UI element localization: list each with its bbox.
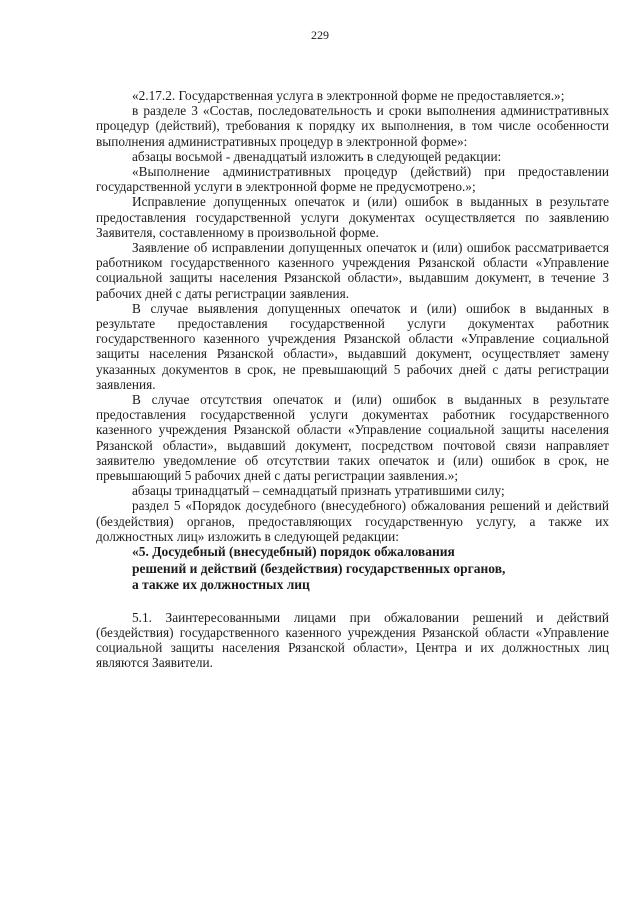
section-heading-line: а также их должностных лиц	[132, 577, 310, 593]
paragraph: В случае отсутствия опечаток и (или) ошибок в выданных в результате предоставления государственной услуги документах работник государственного казенного учреждения Рязанской области «Управление социальной защиты населения Рязанской области», выдавший документ, посредством почтовой связи направляет заявителю уведомление об отсутствии таких опечаток и (или) ошибок в срок, не превышающий 5 рабочих дней с даты регистрации заявления.»;	[96, 392, 609, 484]
section-heading-line: решений и действий (бездействия) государственных органов,	[132, 560, 506, 576]
paragraph: 5.1. Заинтересованными лицами при обжаловании решений и действий (бездействия) государственного казенного учреждения Рязанской области «Управление социальной защиты населения Рязанской области», Центра и их должностных лиц являются Заявители.	[96, 609, 609, 671]
paragraph: Исправление допущенных опечаток и (или) ошибок в выданных в результате предоставления государственной услуги документах осуществляется по заявлению Заявителя, составленному в произвольной форме.	[96, 194, 609, 240]
document-body	[96, 88, 609, 670]
section-heading	[96, 544, 609, 594]
section-heading-line: «5. Досудебный (внесудебный) порядок обжалования	[132, 544, 455, 560]
page-number: 229	[311, 28, 329, 42]
paragraph: «2.17.2. Государственная услуга в электронной форме не предоставляется.»;	[132, 88, 565, 103]
paragraph: «Выполнение административных процедур (действий) при предоставлении государственной услуги в электронной форме не предусмотрено.»;	[96, 164, 609, 195]
paragraph: раздел 5 «Порядок досудебного (внесудебного) обжалования решений и действий (бездействия) органов, предоставляющих государственную услугу, а также их должностных лиц» изложить в следующей редакции:	[96, 498, 609, 544]
paragraph: В случае выявления допущенных опечаток и (или) ошибок в выданных в результате предоставления государственной услуги документах работник государственного казенного учреждения Рязанской области «Управление социальной защиты населения Рязанской области», выдавший документ, осуществляет замену указанных документов в срок, не превышающий 5 рабочих дней с даты регистрации заявления.	[96, 300, 609, 392]
paragraph: Заявление об исправлении допущенных опечаток и (или) ошибок рассматривается работником государственного казенного учреждения Рязанской области «Управление социальной защиты населения Рязанской области», выдавшим документ, в течение 3 рабочих дней с даты регистрации заявления.	[96, 240, 609, 301]
paragraph: абзацы восьмой - двенадцатый изложить в следующей редакции:	[132, 148, 502, 164]
paragraph: в разделе 3 «Состав, последовательность и сроки выполнения административных процедур (действий), требования к порядку их выполнения, в том числе особенности выполнения административных процедур в электронной форме»:	[96, 103, 609, 149]
paragraph: абзацы тринадцатый – семнадцатый признать утратившими силу;	[132, 483, 505, 499]
